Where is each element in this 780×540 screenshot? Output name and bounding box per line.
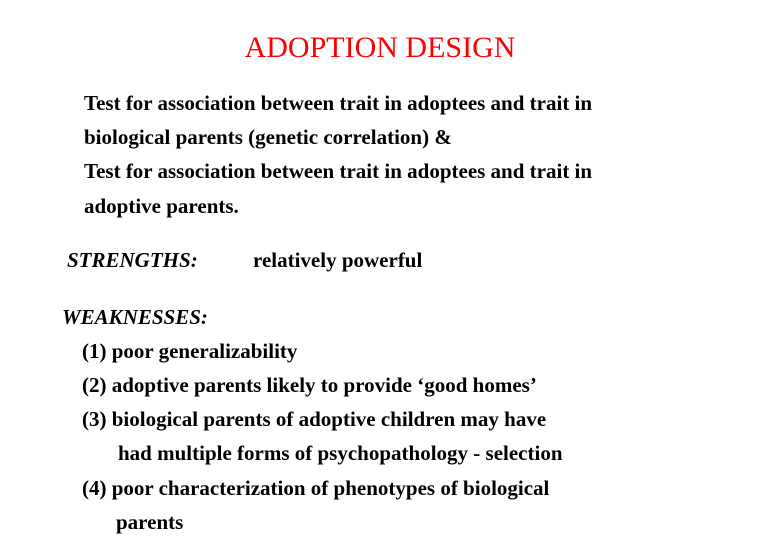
strengths-text: relatively powerful — [253, 248, 423, 272]
weakness-line-3: (3) biological parents of adoptive children may have — [82, 407, 547, 431]
slide-title: ADOPTION DESIGN — [244, 31, 516, 64]
intro-line-1: Test for association between trait in adoptees and trait in — [84, 91, 593, 115]
intro-line-4: adoptive parents. — [84, 194, 239, 218]
weakness-line-4: had multiple forms of psychopathology - selection — [118, 441, 563, 465]
weakness-line-5: (4) poor characterization of phenotypes of biological — [82, 476, 550, 500]
weakness-line-2: (2) adoptive parents likely to provide ‘good homes’ — [82, 373, 537, 397]
strengths-label: STRENGTHS: — [67, 248, 198, 272]
weakness-line-1: (1) poor generalizability — [82, 339, 298, 363]
intro-line-2: biological parents (genetic correlation) & — [84, 125, 452, 149]
weakness-line-6: parents — [116, 510, 184, 534]
weaknesses-label: WEAKNESSES: — [62, 305, 208, 329]
intro-line-3: Test for association between trait in adoptees and trait in — [84, 159, 593, 183]
